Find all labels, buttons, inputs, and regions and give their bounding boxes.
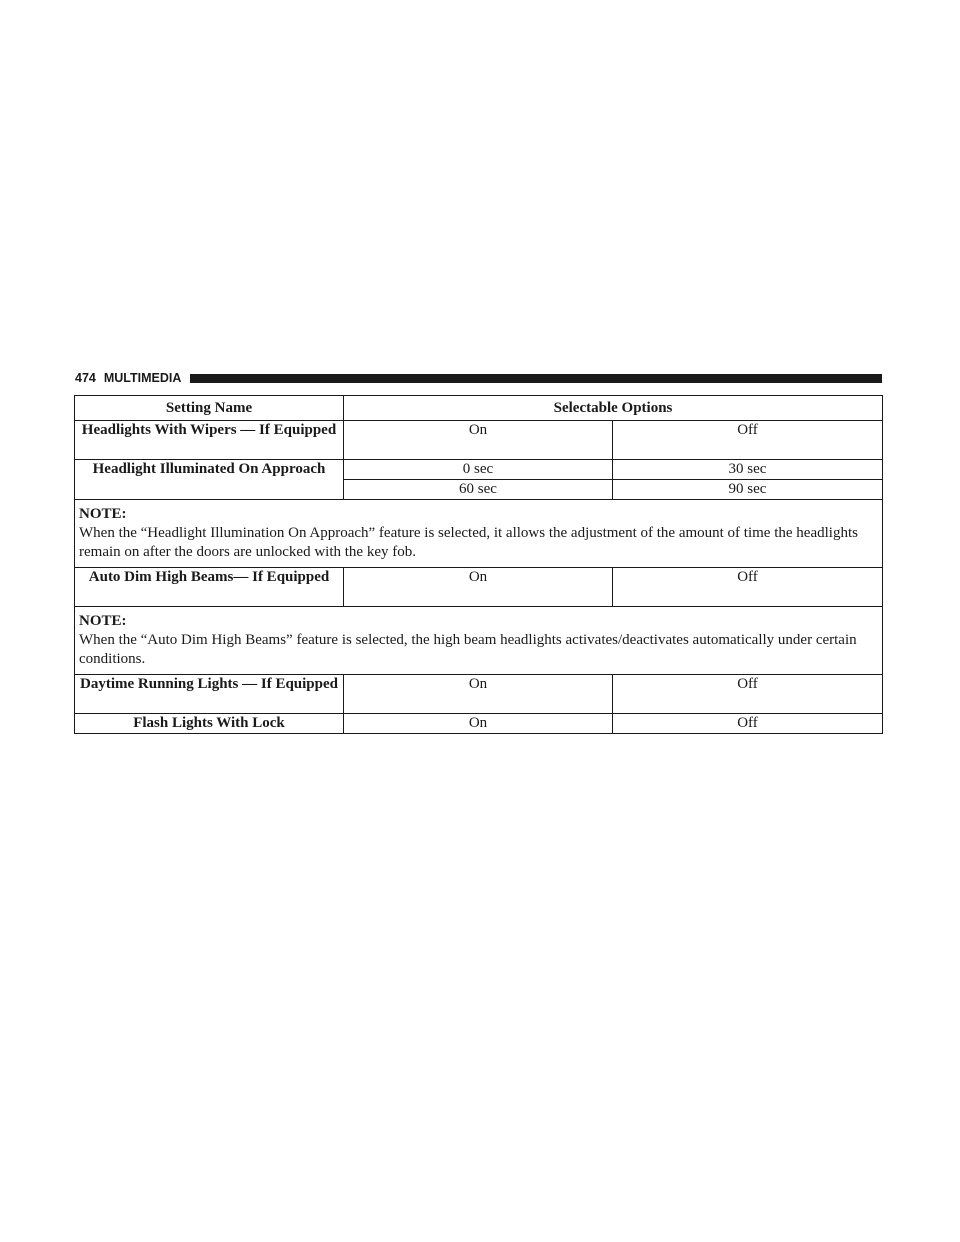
option-cell: On <box>344 714 613 734</box>
note-cell <box>75 500 883 568</box>
setting-name-cell: Headlight Illuminated On Approach <box>75 460 344 500</box>
option-cell: On <box>344 675 613 714</box>
section-title: MULTIMEDIA <box>103 371 182 385</box>
option-cell: Off <box>613 714 883 734</box>
option-cell: On <box>344 568 613 607</box>
note-text: When the “Auto Dim High Beams” feature is selected, the high beam headlights activates/deactivates automatically under certain conditions. <box>79 632 857 667</box>
table-row <box>75 460 883 480</box>
table-row <box>75 675 883 714</box>
table-row <box>75 568 883 607</box>
note-label: NOTE: <box>79 613 127 629</box>
setting-name-cell: Flash Lights With Lock <box>75 714 344 734</box>
table-row <box>75 421 883 460</box>
option-cell: 60 sec <box>344 480 613 500</box>
page-number: 474 <box>75 371 96 385</box>
note-text: When the “Headlight Illumination On Approach” feature is selected, it allows the adjustment of the amount of time the headlights remain on after the doors are unlocked with the key fob. <box>79 525 858 560</box>
option-cell: Off <box>613 568 883 607</box>
note-row <box>75 607 883 675</box>
setting-name-cell: Daytime Running Lights — If Equipped <box>75 675 344 714</box>
note-label: NOTE: <box>79 506 127 522</box>
option-cell: Off <box>613 675 883 714</box>
column-header-setting-name: Setting Name <box>75 396 344 421</box>
note-row <box>75 500 883 568</box>
column-header-selectable-options: Selectable Options <box>344 396 883 421</box>
setting-name-cell: Headlights With Wipers — If Equipped <box>75 421 344 460</box>
setting-name-cell: Auto Dim High Beams— If Equipped <box>75 568 344 607</box>
option-cell: Off <box>613 421 883 460</box>
note-cell <box>75 607 883 675</box>
settings-table <box>74 395 883 734</box>
option-cell: 0 sec <box>344 460 613 480</box>
option-cell: On <box>344 421 613 460</box>
page-header <box>75 370 882 386</box>
option-cell: 30 sec <box>613 460 883 480</box>
table-row <box>75 714 883 734</box>
table-header-row <box>75 396 883 421</box>
header-rule <box>190 374 882 383</box>
option-cell: 90 sec <box>613 480 883 500</box>
